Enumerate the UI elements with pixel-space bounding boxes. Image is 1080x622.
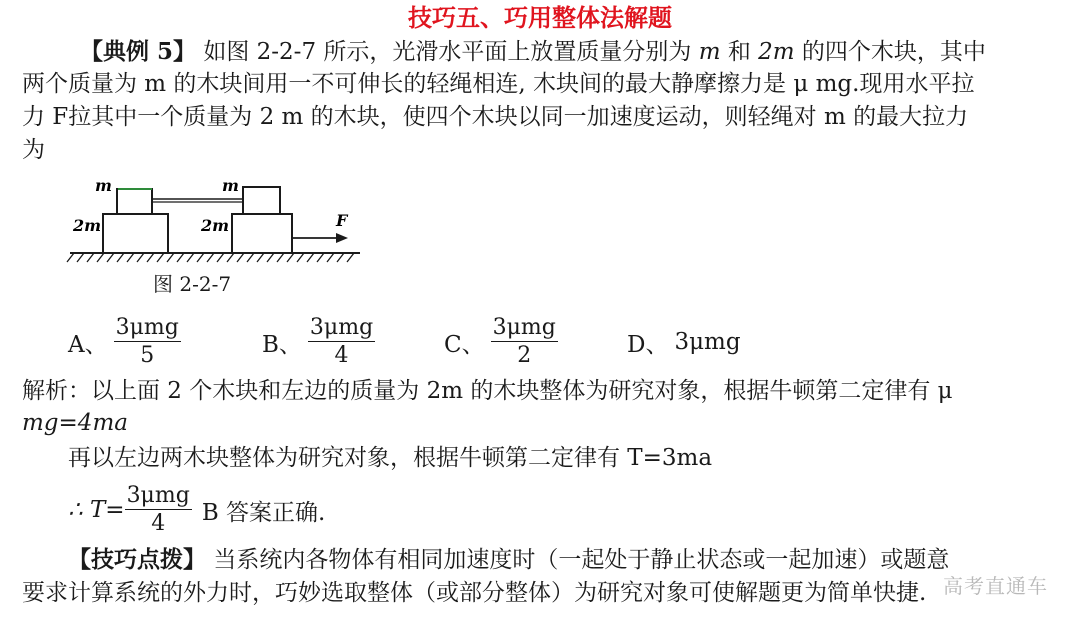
watermark: 高考直通车: [943, 574, 1048, 598]
page-title: 技巧五、巧用整体法解题: [408, 3, 672, 32]
hatch-stroke: [197, 253, 204, 262]
tip-line-1: [68, 545, 949, 575]
option-a-numerator: 3μmg: [115, 314, 179, 340]
hatch-stroke: [167, 253, 174, 262]
conclusion-numerator: 3μmg: [126, 482, 190, 508]
option-b-label: B、: [262, 331, 302, 358]
hatch-stroke: [67, 253, 74, 262]
problem-text-c: 的四个木块，其中: [794, 39, 986, 65]
option-c: [444, 310, 558, 374]
problem-label: 【典例 5】: [80, 38, 197, 65]
problem-line-2: 两个质量为 m 的木块间用一不可伸长的轻绳相连, 木块间的最大静摩擦力是 μ mg.现用水平拉: [22, 71, 975, 97]
analysis-line-3: 再以左边两木块整体为研究对象，根据牛顿第二定律有 T=3ma: [68, 445, 713, 471]
analysis-conclusion: [68, 478, 325, 542]
option-b-fraction: [308, 315, 375, 370]
hatch-stroke: [187, 253, 194, 262]
option-d-label: D、: [627, 331, 669, 358]
hatch-stroke: [107, 253, 114, 262]
analysis-line-1: 解析：以上面 2 个木块和左边的质量为 2m 的木块整体为研究对象，根据牛顿第二定律有 μ: [22, 378, 953, 404]
option-d-value: 3μmg: [674, 329, 741, 355]
label-m-right: m: [222, 176, 239, 195]
tip-label: 【技巧点拨】: [68, 546, 206, 573]
label-force: F: [336, 211, 348, 230]
option-b-denominator: 4: [334, 342, 349, 368]
conclusion-fraction: [125, 483, 192, 538]
hatch-stroke: [177, 253, 184, 262]
hatch-stroke: [247, 253, 254, 262]
block-2m-right: [232, 214, 292, 253]
hatch-stroke: [317, 253, 324, 262]
label-2m-left: 2m: [73, 216, 102, 235]
hatch-stroke: [307, 253, 314, 262]
option-b-numerator: 3μmg: [309, 314, 374, 340]
hatch-stroke: [347, 253, 354, 262]
conclusion-suffix: B 答案正确.: [201, 499, 326, 526]
hatch-stroke: [297, 253, 304, 262]
option-c-numerator: 3μmg: [492, 314, 556, 340]
conclusion-prefix: ∴ T=: [68, 497, 125, 523]
hatch-stroke: [157, 253, 164, 262]
label-2m-right: 2m: [201, 216, 230, 235]
option-c-label: C、: [444, 331, 485, 358]
problem-var-2m: 2m: [758, 39, 795, 65]
hatch-stroke: [237, 253, 244, 262]
hatch-stroke: [257, 253, 264, 262]
problem-text-a: 如图 2-2-7 所示，光滑水平面上放置质量分别为: [203, 39, 699, 65]
hatch-stroke: [117, 253, 124, 262]
label-m-left: m: [95, 176, 112, 195]
option-a-label: A、: [68, 331, 108, 358]
hatch-stroke: [77, 253, 84, 262]
hatch-stroke: [87, 253, 94, 262]
option-a-denominator: 5: [140, 342, 155, 368]
option-a-fraction: [114, 315, 181, 370]
option-a: [68, 310, 181, 374]
hatch-stroke: [227, 253, 234, 262]
option-b: [262, 310, 375, 374]
hatch-stroke: [217, 253, 224, 262]
hatch-stroke: [137, 253, 144, 262]
hatch-stroke: [127, 253, 134, 262]
option-d: [627, 310, 741, 374]
problem-text-b: 和: [720, 39, 759, 65]
force-arrowhead-icon: [336, 233, 348, 243]
hatch-stroke: [327, 253, 334, 262]
hatch-stroke: [267, 253, 274, 262]
problem-var-m: m: [698, 39, 721, 65]
tip-text-1: 当系统内各物体有相同加速度时（一起处于静止状态或一起加速）或题意: [213, 547, 950, 573]
ground-hatching: [67, 253, 354, 262]
block-m-right: [243, 187, 280, 214]
hatch-stroke: [287, 253, 294, 262]
option-c-denominator: 2: [517, 342, 532, 368]
tip-line-2: 要求计算系统的外力时，巧妙选取整体（或部分整体）为研究对象可使解题更为简单快捷.: [22, 580, 927, 606]
hatch-stroke: [97, 253, 104, 262]
figure-caption: 图 2-2-7: [153, 272, 232, 296]
analysis-line-2: mg=4ma: [22, 410, 128, 436]
problem-line-4: 为: [22, 137, 45, 163]
conclusion-denominator: 4: [151, 510, 166, 536]
hatch-stroke: [207, 253, 214, 262]
hatch-stroke: [337, 253, 344, 262]
hatch-stroke: [277, 253, 284, 262]
hatch-stroke: [147, 253, 154, 262]
block-2m-left: [103, 214, 168, 253]
block-m-left: [117, 189, 152, 214]
problem-line-3: 力 F拉其中一个质量为 2 m 的木块，使四个木块以同一加速度运动，则轻绳对 m 的最大拉力: [22, 104, 969, 130]
option-c-fraction: [491, 315, 558, 370]
